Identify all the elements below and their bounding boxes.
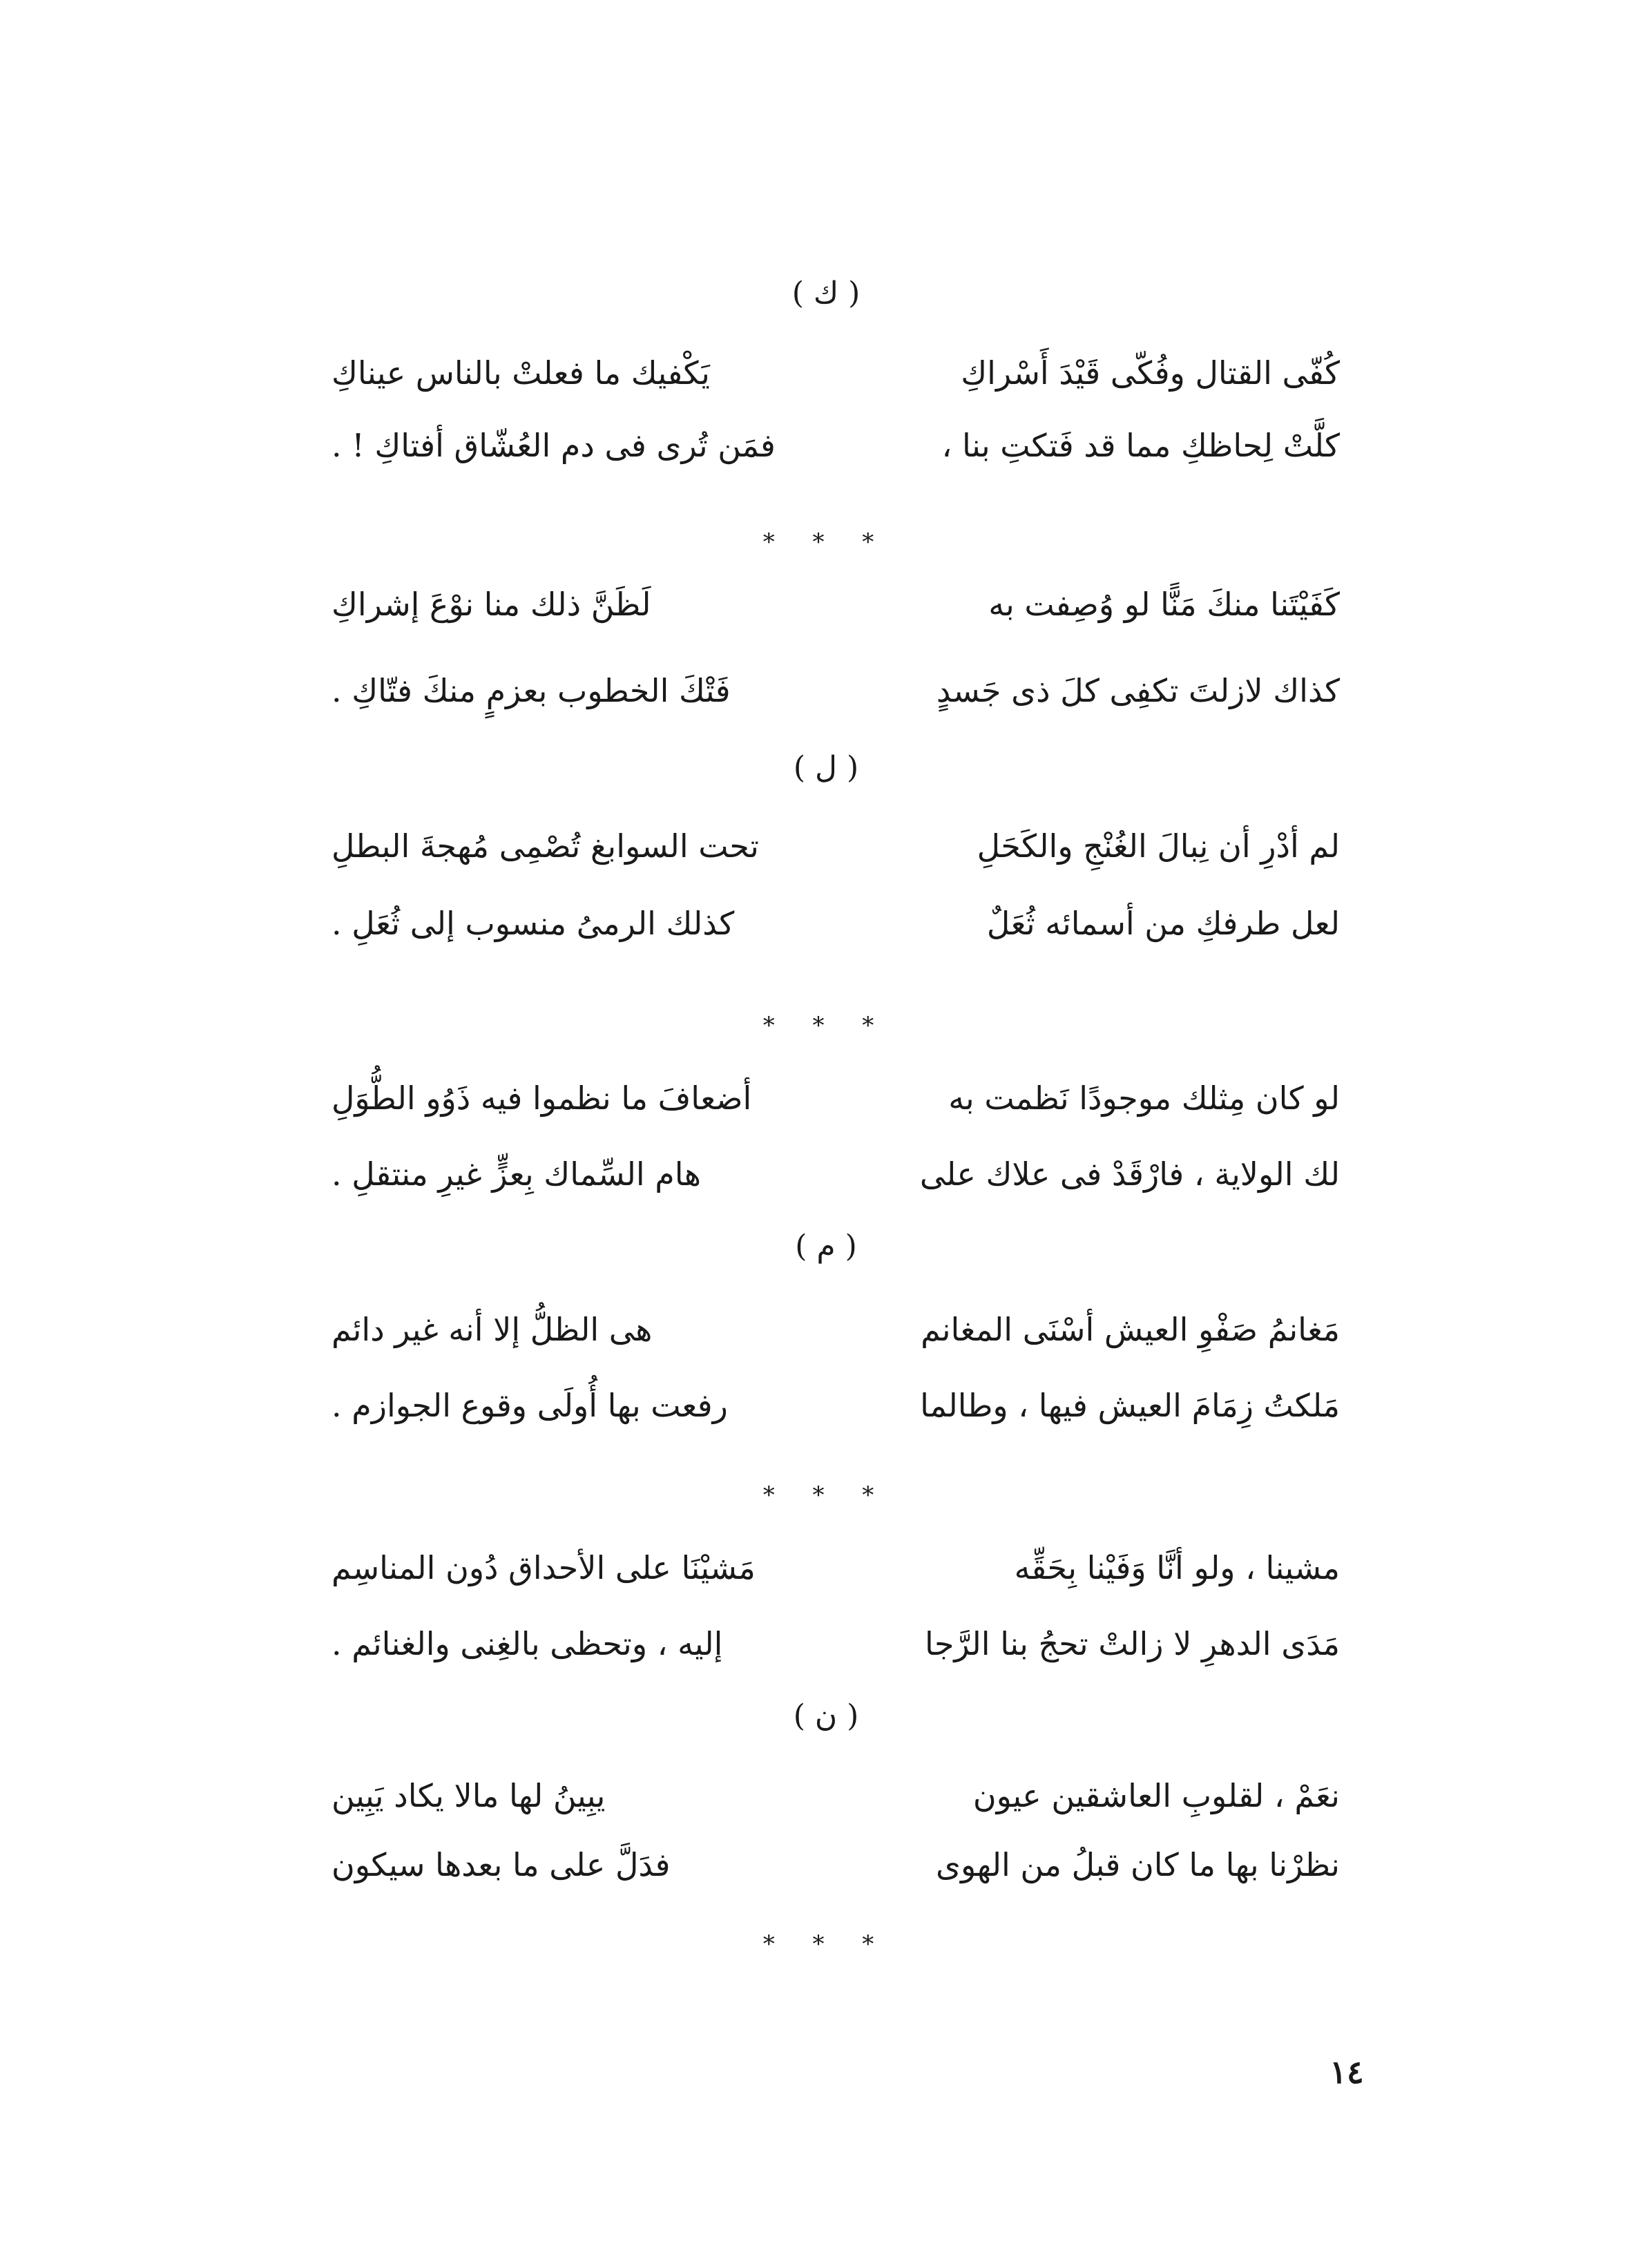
verse-first-hemistich: نعَمْ ، لقلوبِ العاشقين عيون — [972, 1777, 1340, 1814]
verse-first-hemistich: مَدَى الدهرِ لا زالتْ تحجُ بنا الرَّجا — [924, 1625, 1340, 1662]
verse-first-hemistich: لك الولاية ، فارْقَدْ فى علاك على — [919, 1155, 1340, 1193]
verse-line — [332, 342, 1340, 404]
verse-line — [332, 1143, 1340, 1205]
verse-second-hemistich: رفعت بها أُولَى وقوع الجوازم . — [332, 1387, 728, 1424]
section-heading-mim: ( م ) — [795, 1229, 857, 1264]
verse-second-hemistich: فدَلَّ على ما بعدها سيكون — [332, 1846, 671, 1883]
verse-first-hemistich: لو كان مِثلك موجودًا نَظمت به — [948, 1079, 1340, 1117]
verse-line — [332, 1374, 1340, 1437]
verse-line — [332, 1834, 1340, 1896]
verse-second-hemistich: فمَن تُرى فى دم العُشّاق أفتاكِ ! . — [332, 427, 776, 464]
verse-second-hemistich: تحت السوابغ تُصْمِى مُهجةَ البطلِ — [332, 827, 759, 865]
verse-first-hemistich: لم أدْرِ أن نِبالَ الغُنْجِ والكَحَلِ — [977, 827, 1340, 865]
verse-line — [332, 660, 1340, 722]
verse-line — [332, 573, 1340, 635]
verse-line — [332, 815, 1340, 877]
verse-line — [332, 1067, 1340, 1129]
verse-line — [332, 414, 1340, 477]
verse-second-hemistich: يَكْفيك ما فعلتْ بالناس عيناكِ — [332, 354, 710, 392]
verse-second-hemistich: يبِينُ لها مالا يكاد يَبِين — [332, 1777, 606, 1814]
verse-second-hemistich: أضعافَ ما نظموا فيه ذَوُو الطُّوَلِ — [332, 1079, 752, 1117]
verse-second-hemistich: لَظَنَّ ذلك منا نوْعَ إشراكِ — [332, 586, 651, 623]
verse-first-hemistich: كُفّى القتال وفُكّى قَيْدَ أَسْراكِ — [961, 354, 1340, 392]
verse-line — [332, 1298, 1340, 1361]
verse-first-hemistich: مَلكتُ زِمَامَ العيش فيها ، وطالما — [920, 1387, 1340, 1424]
section-heading-lam: ( ل ) — [793, 750, 859, 785]
verse-first-hemistich: نظرْنا بها ما كان قبلُ من الهوى — [936, 1846, 1340, 1883]
verse-first-hemistich: كذاك لازلتَ تكفِى كلَ ذى جَسدٍ — [936, 672, 1340, 709]
verse-line — [332, 892, 1340, 954]
verse-second-hemistich: فَتْكَ الخطوب بعزمٍ منكَ فتّاكِ . — [332, 672, 731, 709]
verse-line — [332, 1537, 1340, 1599]
verse-line — [332, 1765, 1340, 1827]
verse-first-hemistich: مشينا ، ولو أنَّا وَفَيْنا بِحَقِّه — [1014, 1549, 1340, 1586]
verse-first-hemistich: كَفَيْتَنا منكَ مَنًّا لو وُصِفت به — [988, 586, 1340, 623]
verse-first-hemistich: لعل طرفكِ من أسمائه ثُعَلٌ — [986, 905, 1340, 942]
section-heading-nun: ( ن ) — [793, 1698, 859, 1734]
verse-second-hemistich: كذلك الرمىُ منسوب إلى ثُعَلِ . — [332, 905, 735, 942]
verse-second-hemistich: هى الظلُّ إلا أنه غير دائم — [332, 1311, 653, 1348]
verse-second-hemistich: هام السِّماك بِعزٍّ غيرِ منتقلِ . — [332, 1155, 702, 1193]
section-heading-kaf: ( ك ) — [791, 276, 861, 311]
separator-stars: * * * — [762, 1481, 890, 1509]
verse-first-hemistich: كلَّتْ لِحاظكِ مما قد فَتكتِ بنا ، — [941, 427, 1340, 464]
verse-first-hemistich: مَغانمُ صَفْوِ العيش أسْنَى المغانم — [921, 1311, 1340, 1348]
page-number: ١٤ — [1329, 2053, 1364, 2091]
separator-stars: * * * — [762, 1012, 890, 1039]
verse-second-hemistich: مَشيْنَا على الأحداق دُون المناسِم — [332, 1549, 756, 1586]
verse-line — [332, 1613, 1340, 1675]
verse-second-hemistich: إليه ، وتحظى بالغِنى والغنائم . — [332, 1625, 723, 1662]
separator-stars: * * * — [762, 1930, 890, 1958]
separator-stars: * * * — [762, 528, 890, 556]
